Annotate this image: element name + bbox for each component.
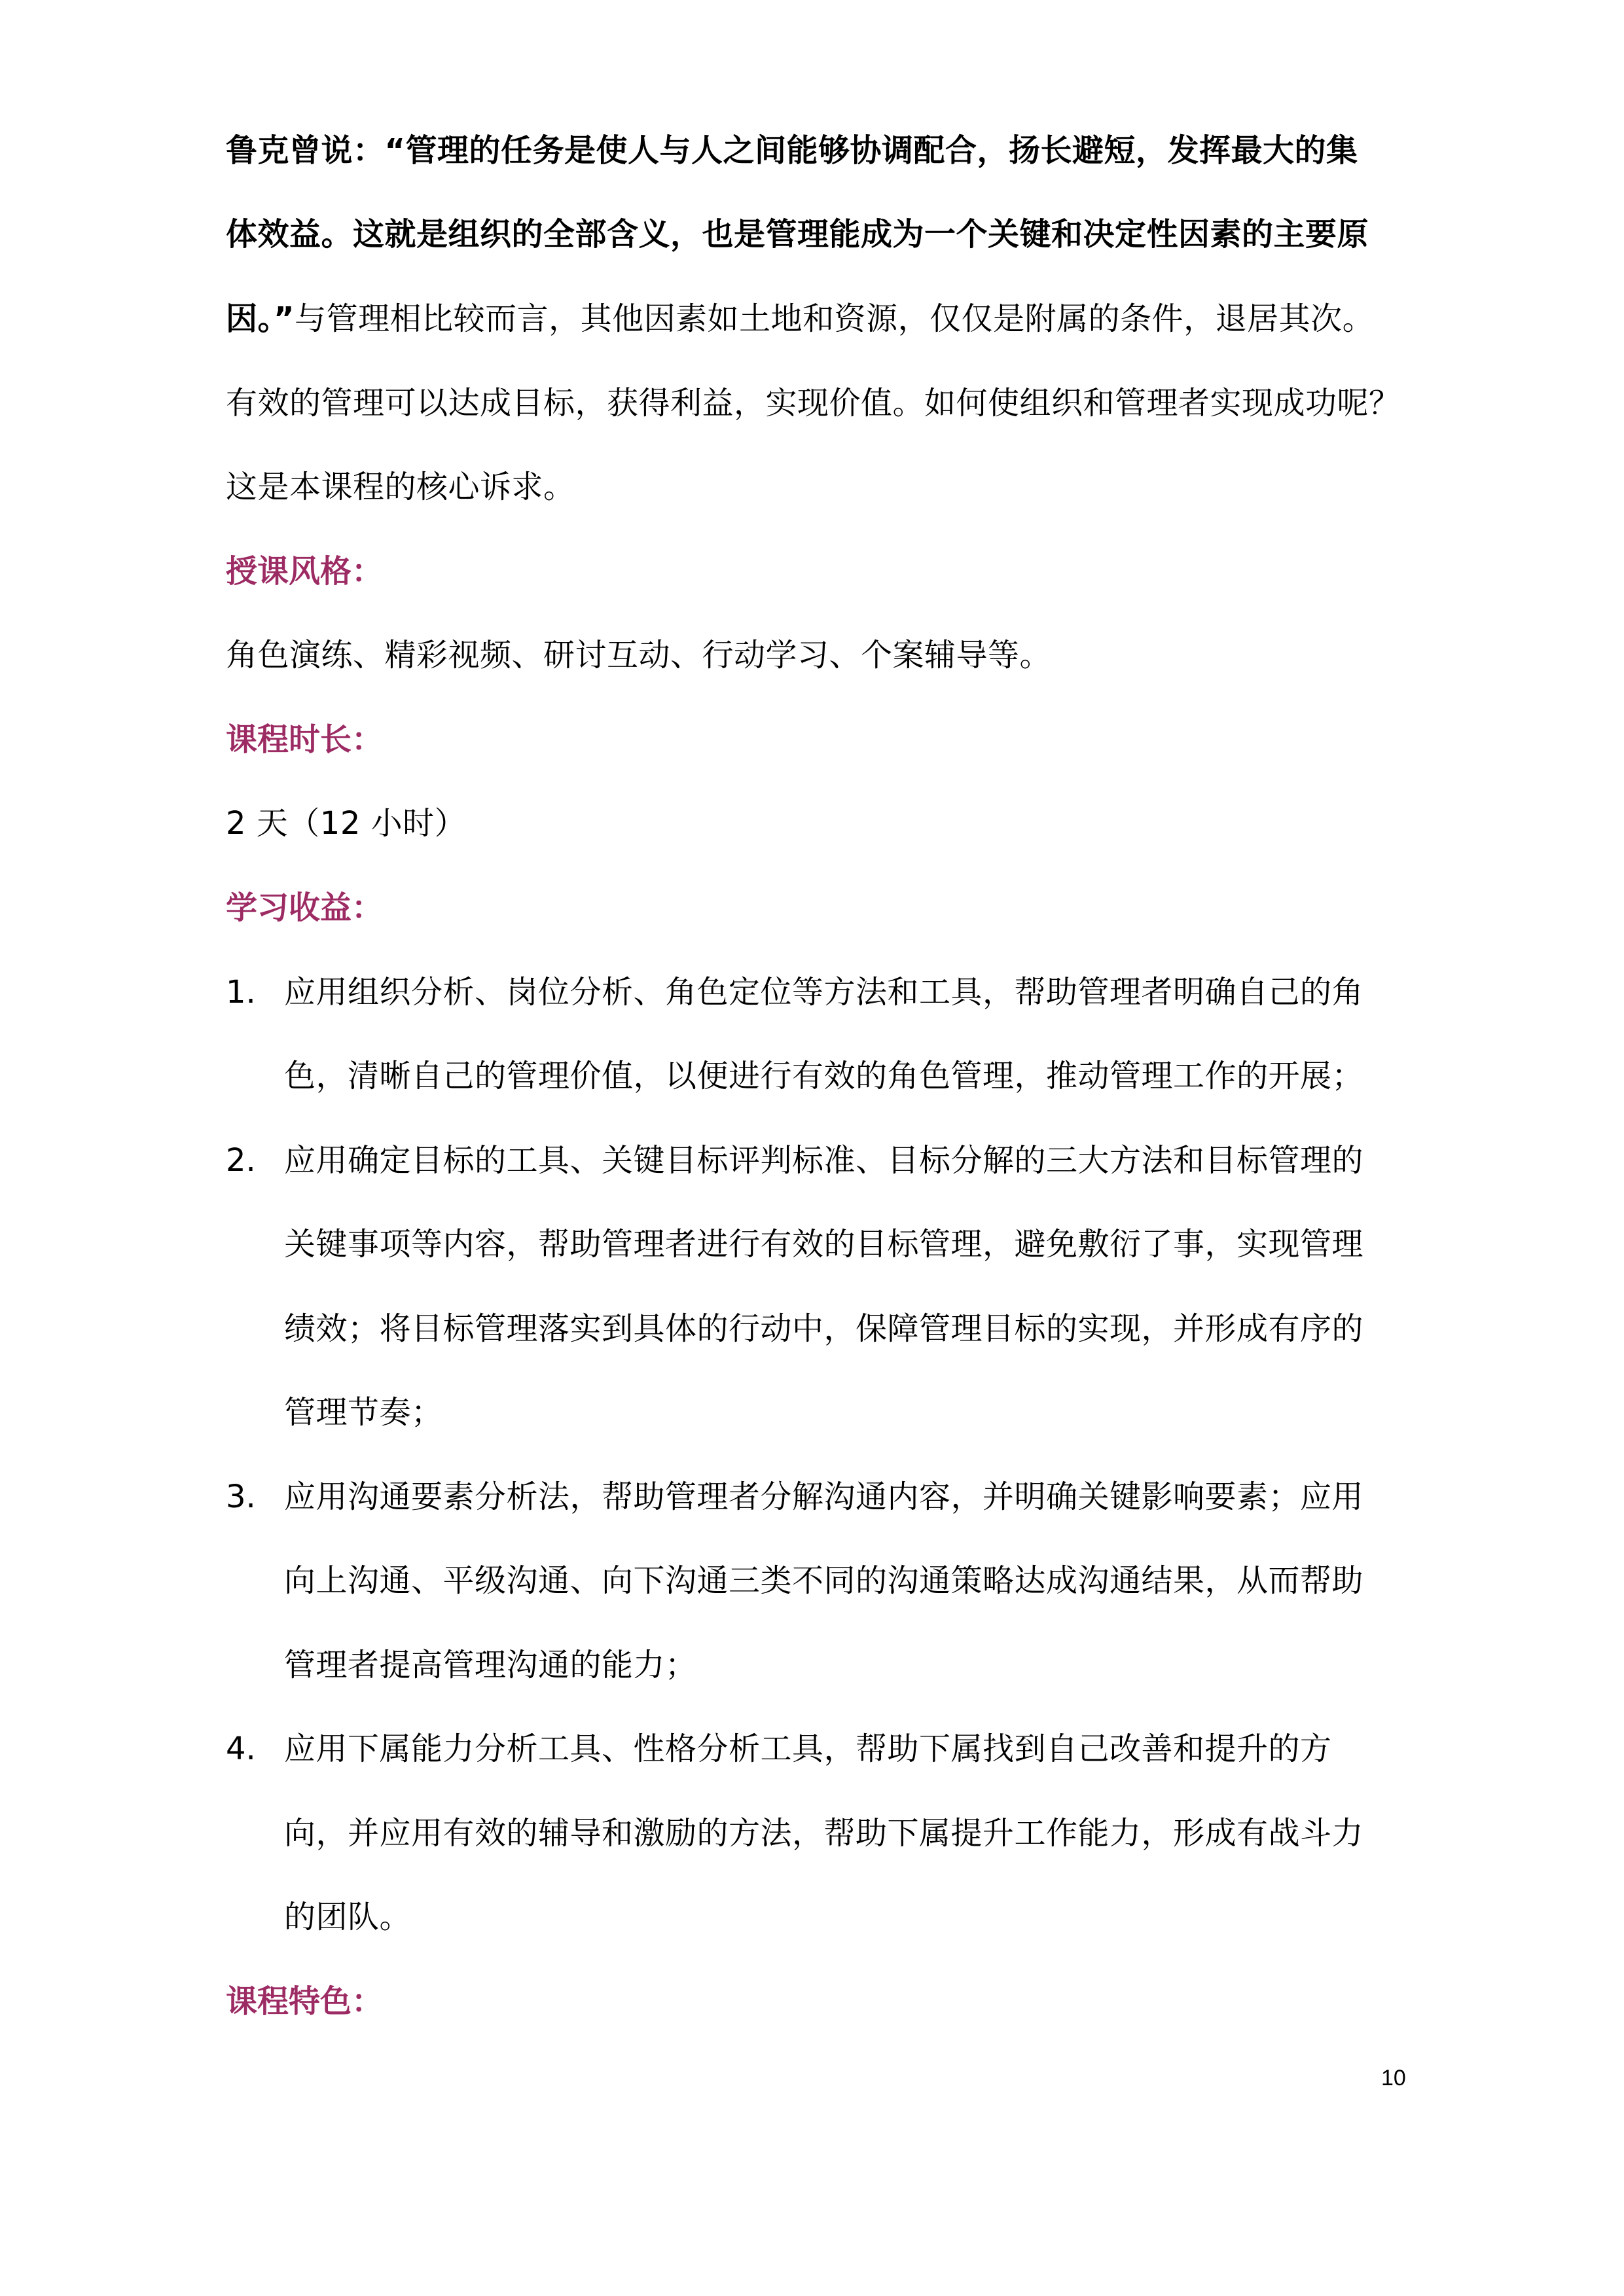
benefit-3-line-1: 应用沟通要素分析法，帮助管理者分解沟通内容，并明确关键影响要素；应用 [284,1479,1364,1515]
intro-line-3-rest: 与管理相比较而言，其他因素如土地和资源，仅仅是附属的条件，退居其次。 [295,300,1375,337]
intro-line-3-bold: 因。” [226,300,295,337]
learning-benefits-heading: 学习收益： [226,889,384,926]
intro-line-1: 鲁克曾说：“管理的任务是使人与人之间能够协调配合，扬长避短，发挥最大的集 [226,132,1358,169]
course-duration-content: 2 天（12 小时） [226,805,467,842]
benefit-4-line-1: 应用下属能力分析工具、性格分析工具，帮助下属找到自己改善和提升的方 [284,1731,1332,1767]
intro-line-3 [226,299,1374,338]
benefit-1-line-2: 色，清晰自己的管理价值，以便进行有效的角色管理，推动管理工作的开展； [284,1058,1364,1094]
benefit-4-line-3: 的团队。 [284,1899,412,1935]
benefit-4-number: 4. [226,1731,256,1767]
intro-line-4: 有效的管理可以达成目标，获得利益，实现价值。如何使组织和管理者实现成功呢？ [226,385,1401,422]
benefit-4-line-2: 向，并应用有效的辅导和激励的方法，帮助下属提升工作能力，形成有战斗力 [284,1815,1364,1852]
intro-line-5: 这是本课程的核心诉求。 [226,469,575,505]
benefit-3-line-3: 管理者提高管理沟通的能力； [284,1647,697,1683]
benefit-1-number: 1. [226,974,256,1011]
benefit-1-line-1: 应用组织分析、岗位分析、角色定位等方法和工具，帮助管理者明确自己的角 [284,974,1364,1011]
page-number: 10 [1381,2066,1406,2090]
benefit-2-line-4: 管理节奏； [284,1394,443,1431]
teaching-style-heading: 授课风格： [226,553,384,590]
benefit-2-line-1: 应用确定目标的工具、关键目标评判标准、目标分解的三大方法和目标管理的 [284,1142,1364,1179]
course-duration-heading: 课程时长： [226,721,384,758]
teaching-style-content: 角色演练、精彩视频、研讨互动、行动学习、个案辅导等。 [226,637,1052,673]
benefit-2-number: 2. [226,1142,256,1179]
benefit-2-line-2: 关键事项等内容，帮助管理者进行有效的目标管理，避免敷衍了事，实现管理 [284,1226,1364,1263]
intro-line-2: 体效益。这就是组织的全部含义，也是管理能成为一个关键和决定性因素的主要原 [226,216,1369,253]
course-features-heading: 课程特色： [226,1983,384,2020]
benefit-2-line-3: 绩效；将目标管理落实到具体的行动中，保障管理目标的实现，并形成有序的 [284,1310,1364,1347]
benefit-3-number: 3. [226,1479,256,1515]
benefit-3-line-2: 向上沟通、平级沟通、向下沟通三类不同的沟通策略达成沟通结果，从而帮助 [284,1562,1364,1599]
